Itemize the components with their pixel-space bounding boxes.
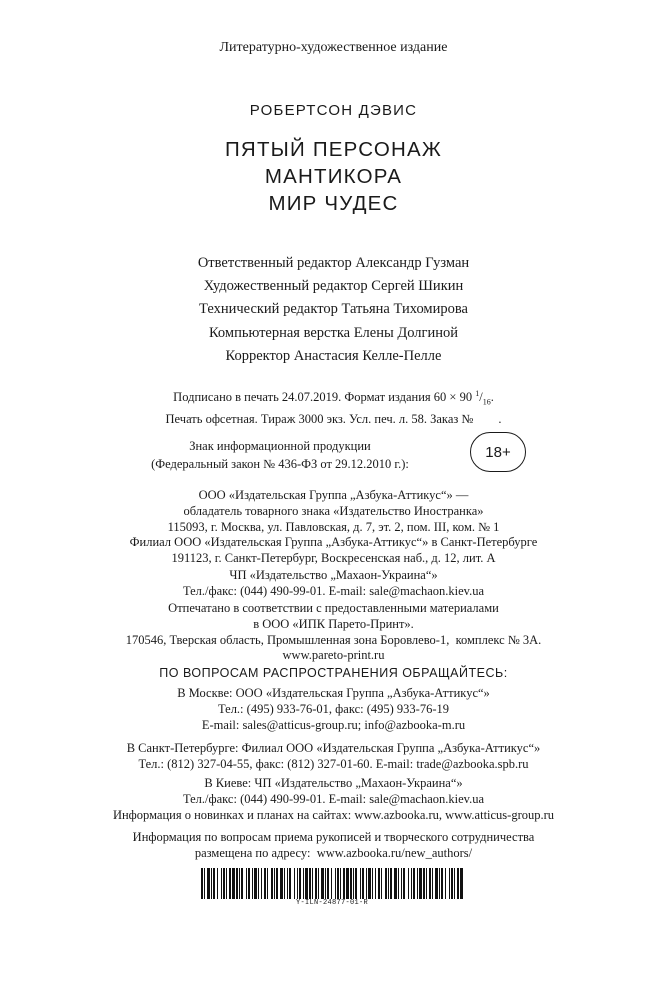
- barcode-bar: [429, 868, 431, 899]
- barcode-bar: [408, 868, 409, 899]
- staff-line: Компьютерная верстка Елены Долгиной: [208, 324, 459, 341]
- barcode-number: Y-ILN-24877-01-R: [295, 899, 368, 907]
- barcode-bar: [353, 868, 354, 899]
- barcode-bar: [226, 868, 227, 899]
- barcode-bar: [375, 868, 376, 899]
- ukraine-line: Тел./факс: (044) 490-99-01. E-mail: sale@machaon.kiev.ua: [182, 583, 485, 598]
- ukraine-publisher-info: [0, 568, 667, 600]
- barcode-bar: [360, 868, 361, 899]
- barcode-bar: [217, 868, 218, 899]
- barcode-bar: [232, 868, 235, 899]
- book-title: МАНТИКОРА: [264, 165, 403, 188]
- barcode-bar: [309, 868, 311, 899]
- barcode-bar: [239, 868, 240, 899]
- barcode-bar: [289, 868, 291, 899]
- barcode-bar: [337, 868, 339, 899]
- barcode-bar: [254, 868, 257, 899]
- barcode-bar: [213, 868, 215, 899]
- moscow-line: E-mail: sales@atticus-group.ru; info@azbooka-m.ru: [201, 717, 466, 732]
- barcode-bar: [411, 868, 412, 899]
- barcode-bar: [207, 868, 210, 899]
- news-line: Информация о новинках и планах на сайтах: www.azbooka.ru, www.atticus-group.ru: [112, 808, 555, 822]
- barcode-bar: [312, 868, 313, 899]
- barcode-bar: [261, 868, 262, 899]
- age-rating-badge: 18+: [470, 432, 526, 472]
- barcode-bar: [423, 868, 425, 899]
- barcode-bar: [419, 868, 422, 899]
- barcode-bar: [294, 868, 295, 899]
- barcode-bar: [417, 868, 418, 899]
- barcode-bar: [267, 868, 268, 899]
- fraction-slash: /: [479, 390, 483, 405]
- staff-line: Технический редактор Татьяна Тихомирова: [199, 301, 468, 318]
- staff-line: Художественный редактор Сергей Шикин: [203, 278, 464, 295]
- barcode-bar: [445, 868, 446, 899]
- barcode-bar: [343, 868, 345, 899]
- print-line: [0, 385, 667, 411]
- barcode-bar: [346, 868, 349, 899]
- fraction-denominator: 16: [482, 397, 491, 407]
- kiev-line: Тел./факс: (044) 490-99-01. E-mail: sale@machaon.kiev.ua: [182, 791, 485, 806]
- barcode-bar: [248, 868, 250, 899]
- sign-line: Знак информационной продукции: [189, 439, 371, 453]
- barcode-bar: [454, 868, 455, 899]
- barcode-bar: [246, 868, 247, 899]
- barcode-bar: [432, 868, 433, 899]
- barcode-bar: [241, 868, 243, 899]
- printing-line: Отпечатано в соответствии с предоставленными материалами: [168, 601, 499, 615]
- barcode-bar: [223, 868, 225, 899]
- sign-line: (Федеральный закон № 436-ФЗ от 29.12.2010 г.):: [151, 456, 409, 471]
- barcode-bar: [252, 868, 253, 899]
- barcode-bar: [276, 868, 278, 899]
- barcode-bar: [449, 868, 450, 899]
- author-name: РОБЕРТСОН ДЭВИС: [249, 102, 418, 119]
- spb-distribution: [0, 741, 667, 773]
- barcode-bar: [315, 868, 317, 899]
- barcode-bar: [460, 868, 463, 899]
- book-title: МИР ЧУДЕС: [268, 192, 399, 215]
- barcode-bar: [350, 868, 352, 899]
- barcode-bar: [439, 868, 440, 899]
- printing-line: www.pareto-print.ru: [282, 648, 385, 663]
- barcode-bar: [325, 868, 326, 899]
- publisher-line: ООО «Издательская Группа „Азбука-Аттикус“» —: [198, 488, 469, 502]
- barcode-bar: [327, 868, 329, 899]
- moscow-line: В Москве: ООО «Издательская Группа „Азбука-Аттикус“»: [177, 686, 490, 700]
- moscow-distribution: [0, 686, 667, 733]
- barcode-bar: [390, 868, 392, 899]
- publisher-info: [0, 488, 667, 535]
- barcode-bar: [362, 868, 364, 899]
- barcode-bar: [335, 868, 336, 899]
- barcode-bar: [340, 868, 341, 899]
- barcode-bar: [221, 868, 222, 899]
- barcode-bar: [303, 868, 304, 899]
- barcode-bar: [280, 868, 283, 899]
- print-format-text: Подписано в печать 24.07.2019. Формат издания 60 × 90: [173, 390, 476, 405]
- barcode-bar: [435, 868, 438, 899]
- barcode-bar: [378, 868, 380, 899]
- barcode-bar: [403, 868, 405, 899]
- barcode-bar: [413, 868, 415, 899]
- publisher-line: обладатель товарного знака «Издательство Иностранка»: [183, 503, 484, 518]
- barcode-bar: [274, 868, 275, 899]
- barcode-bar: [305, 868, 308, 899]
- barcode-bar: [366, 868, 367, 899]
- barcode-bar: [321, 868, 324, 899]
- staff-line: Корректор Анастасия Келле-Пелле: [225, 347, 442, 364]
- barcode-bar: [388, 868, 389, 899]
- barcode-bar: [299, 868, 301, 899]
- manuscripts-line: размещена по адресу: www.azbooka.ru/new_authors/: [194, 845, 473, 860]
- barcode-bar: [457, 868, 459, 899]
- edition-type: Литературно-художественное издание: [219, 40, 448, 55]
- print-line-end: .: [490, 390, 494, 405]
- kiev-line: В Киеве: ЧП «Издательство „Махаон-Украина“»: [204, 776, 463, 790]
- barcode: [201, 868, 463, 899]
- printing-info: [0, 601, 667, 664]
- barcode-bar: [258, 868, 259, 899]
- barcode-bar: [372, 868, 373, 899]
- news-info: [0, 808, 667, 824]
- printing-line: в ООО «ИПК Парето-Принт».: [253, 616, 414, 631]
- barcode-bar: [287, 868, 288, 899]
- manuscripts-line: Информация по вопросам приема рукописей и творческого сотрудничества: [132, 830, 535, 844]
- print-line: Печать офсетная. Тираж 3000 экз. Усл. печ. л. 58. Заказ № .: [165, 412, 502, 427]
- barcode-bar: [331, 868, 332, 899]
- spb-line: В Санкт-Петербурге: Филиал ООО «Издательская Группа „Азбука-Аттикус“»: [126, 741, 541, 755]
- fraction-numerator: 1: [475, 389, 480, 398]
- spb-branch-info: [0, 535, 667, 567]
- barcode-bar: [284, 868, 285, 899]
- ukraine-line: ЧП «Издательство „Махаон-Украина“»: [229, 568, 438, 582]
- barcode-bar: [264, 868, 266, 899]
- barcode-bar: [451, 868, 453, 899]
- barcode-bar: [211, 868, 212, 899]
- publisher-line: 115093, г. Москва, ул. Павловская, д. 7, эт. 2, пом. III, ком. № 1: [167, 519, 500, 534]
- barcode-bar: [381, 868, 382, 899]
- kiev-distribution: [0, 776, 667, 808]
- barcode-bar: [426, 868, 427, 899]
- barcode-bar: [236, 868, 238, 899]
- staff-line: Ответственный редактор Александр Гузман: [197, 255, 470, 271]
- barcode-bar: [441, 868, 443, 899]
- print-details: [0, 385, 667, 429]
- barcode-bar: [368, 868, 371, 899]
- barcode-bar: [394, 868, 397, 899]
- book-titles: [0, 136, 667, 217]
- branch-line: 191123, г. Санкт-Петербург, Воскресенская наб., д. 12, лит. А: [171, 550, 496, 565]
- manuscripts-info: [0, 830, 667, 862]
- book-title: ПЯТЫЙ ПЕРСОНАЖ: [225, 138, 442, 161]
- barcode-bar: [204, 868, 205, 899]
- barcode-bar: [355, 868, 357, 899]
- barcode-bar: [398, 868, 399, 899]
- distribution-heading: ПО ВОПРОСАМ РАСПРОСТРАНЕНИЯ ОБРАЩАЙТЕСЬ:: [159, 666, 508, 680]
- branch-line: Филиал ООО «Издательская Группа „Азбука-Аттикус“» в Санкт-Петербурге: [129, 535, 538, 549]
- moscow-line: Тел.: (495) 933-76-01, факс: (495) 933-76-19: [217, 701, 450, 716]
- printing-line: 170546, Тверская область, Промышленная зона Боровлево-1, комплекс № 3А.: [125, 632, 542, 647]
- barcode-bar: [385, 868, 387, 899]
- editorial-staff: [0, 252, 667, 368]
- barcode-bar: [297, 868, 298, 899]
- spb-line: Тел.: (812) 327-04-55, факс: (812) 327-01-60. E-mail: trade@azbooka.spb.ru: [138, 756, 529, 771]
- barcode-bar: [318, 868, 319, 899]
- barcode-bar: [401, 868, 402, 899]
- barcode-bar: [201, 868, 203, 899]
- barcode-bar: [271, 868, 273, 899]
- barcode-bar: [229, 868, 231, 899]
